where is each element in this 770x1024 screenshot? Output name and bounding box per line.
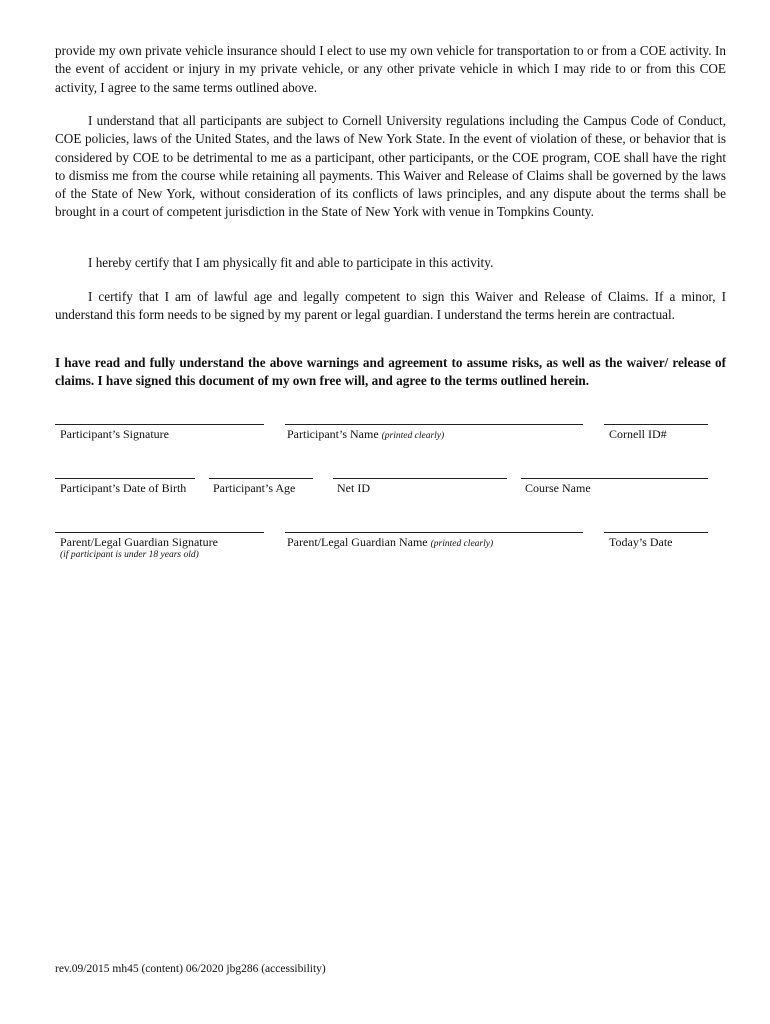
course-name-line[interactable] — [521, 478, 708, 479]
guardian-signature-line[interactable] — [55, 532, 264, 533]
participant-signature-line[interactable] — [55, 424, 264, 425]
paragraph-lawful-age: I certify that I am of lawful age and legally competent to sign this Waiver and Release of Claims. If a minor, I understand this form needs to be signed by my parent or legal guardian. I understand the terms herein are contractual. — [55, 289, 726, 323]
age-label: Participant’s Age — [213, 481, 296, 495]
age-line[interactable] — [209, 478, 313, 479]
participant-name-text: Participant’s Name — [287, 427, 379, 441]
revision-footer: rev.09/2015 mh45 (content) 06/2020 jbg286 (accessibility) — [55, 963, 326, 975]
guardian-name-text: Parent/Legal Guardian Name — [287, 535, 428, 549]
participant-signature-label: Participant’s Signature — [60, 427, 169, 441]
paragraph-vehicle-insurance: provide my own private vehicle insurance should I elect to use my own vehicle for transportation to or from a COE activity. In the event of accident or injury in my private vehicle, or any other private vehicle in which I may ride to or from this COE activity, I agree to the same terms outlined above. — [55, 43, 726, 95]
date-of-birth-line[interactable] — [55, 478, 195, 479]
guardian-name-label — [287, 535, 493, 550]
todays-date-label: Today’s Date — [609, 535, 673, 549]
guardian-signature-note: (if participant is under 18 years old) — [60, 550, 199, 560]
paragraph-regulations: I understand that all participants are subject to Cornell University regulations including the Campus Code of Conduct, COE policies, laws of the United States, and the laws of New York State. In the event of violation of these, or behavior that is considered by COE to be detrimental to me as a participant, other participants, or the COE program, COE shall have the right to dismiss me from the course while retaining all payments. This Waiver and Release of Claims shall be governed by the laws of the State of New York, without consideration of its conflicts of laws principles, and any dispute about the terms shall be brought in a court of competent jurisdiction in the State of New York with venue in Tompkins County. — [55, 113, 726, 220]
printed-clearly-note: (printed clearly) — [430, 539, 494, 549]
date-of-birth-label: Participant’s Date of Birth — [60, 481, 187, 495]
net-id-line[interactable] — [333, 478, 507, 479]
guardian-signature-label: Parent/Legal Guardian Signature — [60, 535, 218, 549]
todays-date-line[interactable] — [604, 532, 708, 533]
participant-name-line[interactable] — [285, 424, 583, 425]
guardian-name-line[interactable] — [285, 532, 583, 533]
agreement-statement: I have read and fully understand the above warnings and agreement to assume risks, as well as the waiver/ release of claims. I have signed this document of my own free will, and agree to the terms outlined herein. — [55, 355, 726, 389]
participant-name-label — [287, 427, 444, 442]
cornell-id-label: Cornell ID# — [609, 427, 667, 441]
cornell-id-line[interactable] — [604, 424, 708, 425]
net-id-label: Net ID — [337, 481, 370, 495]
printed-clearly-note: (printed clearly) — [381, 431, 445, 441]
course-name-label: Course Name — [525, 481, 591, 495]
paragraph-physical-fitness: I hereby certify that I am physically fit and able to participate in this activity. — [88, 255, 494, 270]
